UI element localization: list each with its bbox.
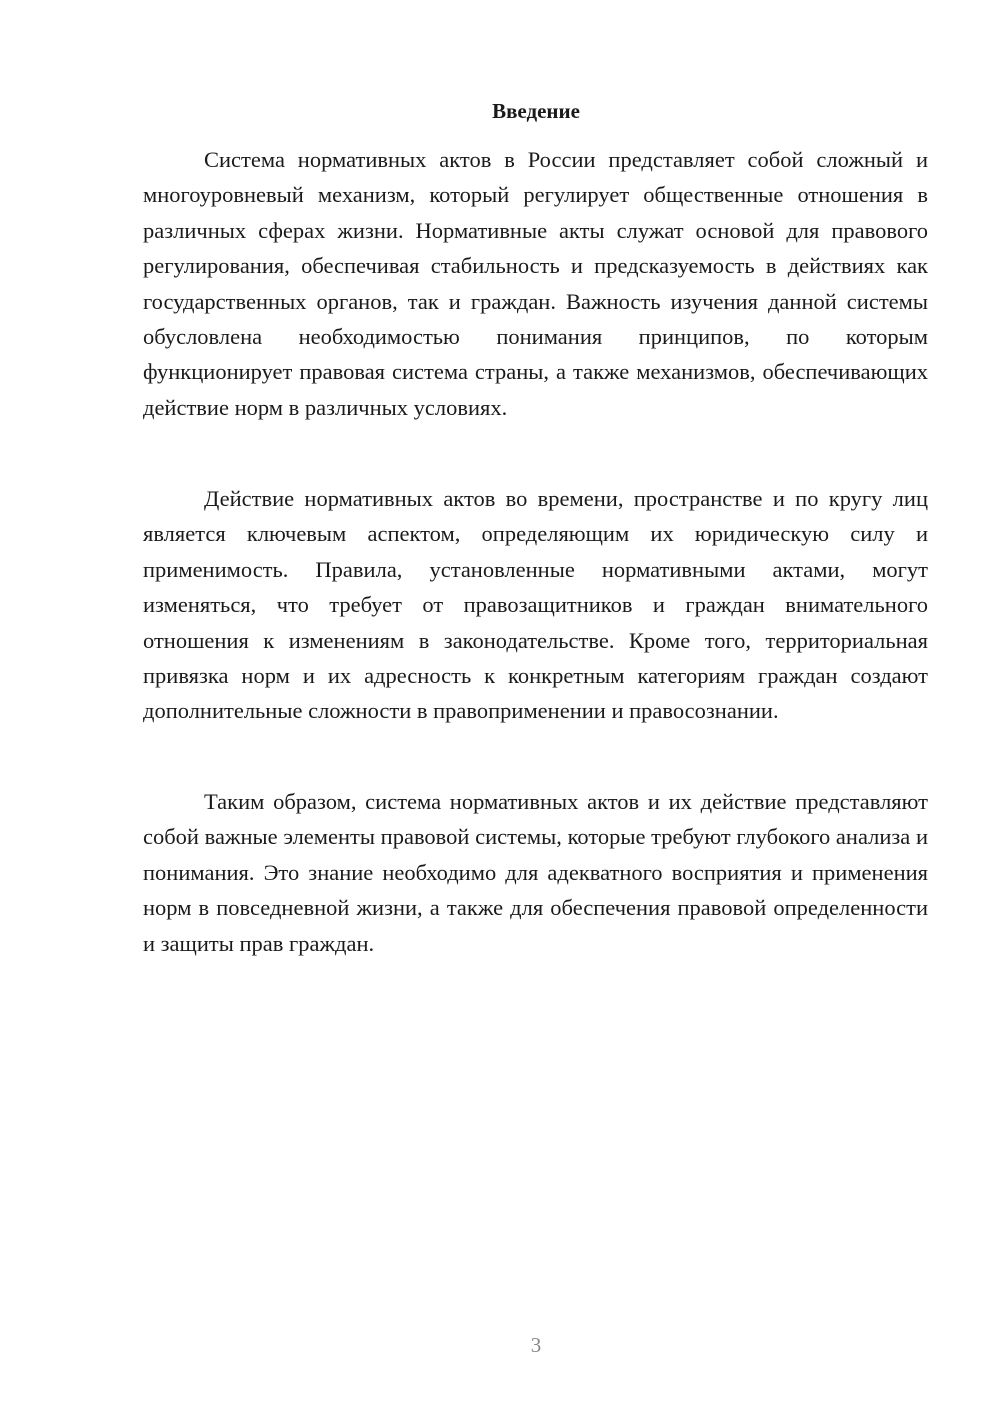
page-number: 3	[530, 1333, 542, 1357]
paragraph-1: Система нормативных актов в России представляет собой сложный и многоуровневый механизм, который регулирует общественные отношения в различных сферах жизни. Нормативные акты служат основой для правового регулирования, обеспечивая стабильность и предсказуемость в действиях как государственных органов, так и граждан. Важность изучения данной системы обусловлена необходимостью понимания принципов, по которым функционирует правовая система страны, а также механизмов, обеспечивающих действие норм в различных условиях.	[143, 147, 928, 420]
section-title: Введение	[492, 99, 580, 123]
paragraph-2: Действие нормативных актов во времени, пространстве и по кругу лиц является ключевым аспектом, определяющим их юридическую силу и применимость. Правила, установленные нормативными актами, могут изменяться, что требует от правозащитников и граждан внимательного отношения к изменениям в законодательстве. Кроме того, территориальная привязка норм и их адресность к конкретным категориям граждан создают дополнительные сложности в правоприменении и правосознании.	[143, 486, 928, 724]
paragraph-3: Таким образом, система нормативных актов и их действие представляют собой важные элементы правовой системы, которые требуют глубокого анализа и понимания. Это знание необходимо для адекватного восприятия и применения норм в повседневной жизни, а также для обеспечения правовой определенности и защиты прав граждан.	[143, 789, 928, 956]
